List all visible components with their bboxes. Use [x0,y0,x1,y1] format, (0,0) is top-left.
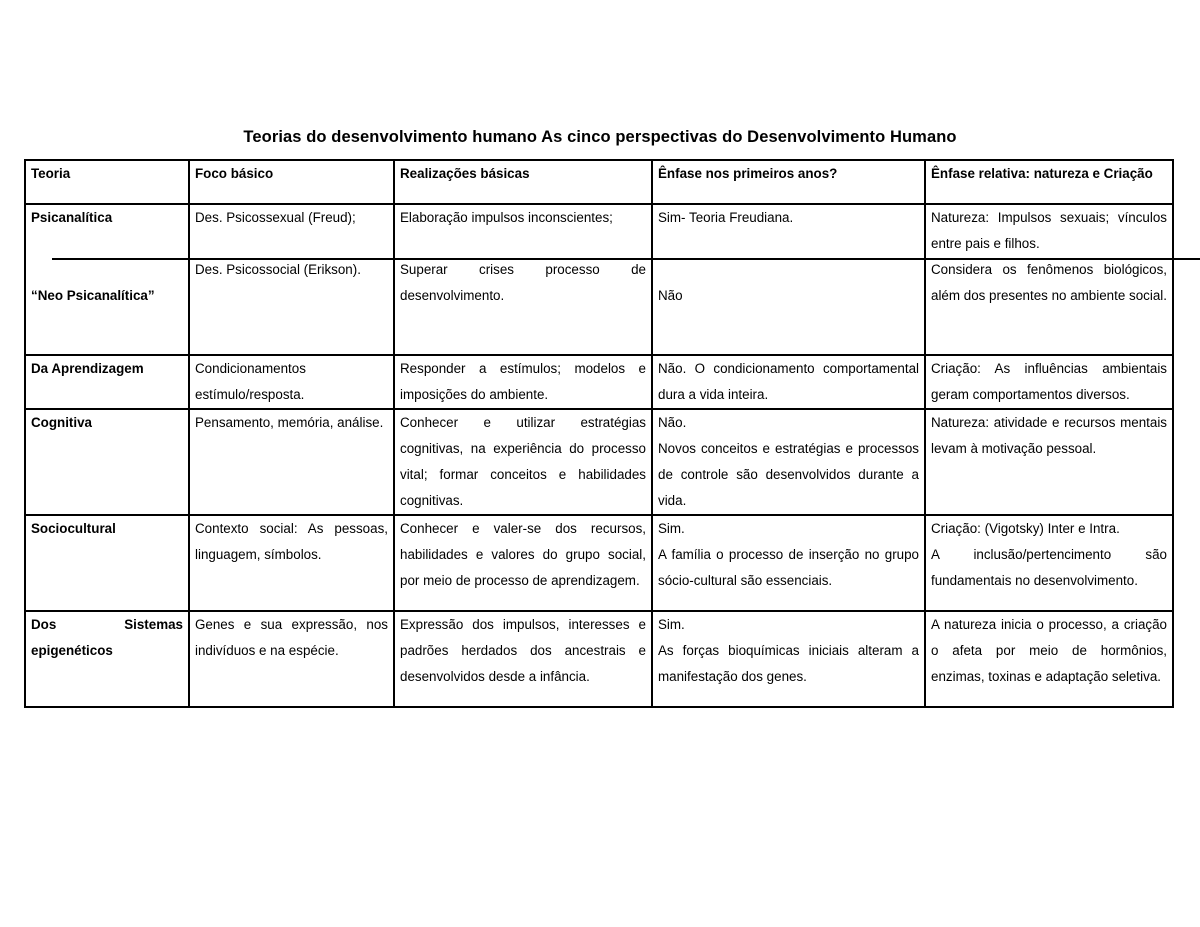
cell-enfase-relativa: Criação: As influências ambientais geram comportamentos diversos. [925,355,1173,409]
table-row [25,204,1173,355]
cell-realizacoes: Conhecer e utilizar estratégias cognitivas, na experiência do processo vital; formar conceitos e habilidades cognitivas. [394,409,652,515]
header-enfase-relativa: Ênfase relativa: natureza e Criação [925,160,1173,204]
neo-enfase-anos: Não [658,288,683,303]
neo-psicanalitica-label: “Neo Psicanalítica” [31,288,155,303]
header-realizacoes: Realizações básicas [394,160,652,204]
cell-enfase-anos: Não. O condicionamento comportamental dura a vida inteira. [652,355,925,409]
sociocultural-enfase-rel-1: Criação: (Vigotsky) Inter e Intra. [931,521,1120,536]
neo-realizacoes: Superar crises processo de desenvolvimento. [400,262,646,303]
cell-foco: Contexto social: As pessoas, linguagem, símbolos. [189,515,394,611]
table-row [25,515,1173,611]
row-divider-line [52,258,1200,260]
header-foco: Foco básico [189,160,394,204]
neo-enfase-rel: Considera os fenômenos biológicos, além dos presentes no ambiente social. [931,262,1167,303]
cell-enfase-anos [652,409,925,515]
cell-foco: Condicionamentos estímulo/resposta. [189,355,394,409]
cell-realizacoes: Conhecer e valer-se dos recursos, habilidades e valores do grupo social, por meio de processo de aprendizagem. [394,515,652,611]
cell-teoria: Cognitiva [25,409,189,515]
psicanalitica-label: Psicanalítica [31,210,113,225]
table-row [25,409,1173,515]
cell-teoria: Da Aprendizagem [25,355,189,409]
psicanalitica-enfase-rel: Natureza: Impulsos sexuais; vínculos entre pais e filhos. [931,210,1167,251]
cognitiva-enfase-anos-1: Não. [658,415,687,430]
sociocultural-enfase-anos-2: A família o processo de inserção no grupo sócio-cultural são essenciais. [658,547,919,588]
sociocultural-enfase-rel-2: A inclusão/pertencimento são fundamentais no desenvolvimento. [931,547,1167,588]
cell-realizacoes: Expressão dos impulsos, interesses e padrões herdados dos ancestrais e desenvolvidos desde a infância. [394,611,652,707]
psicanalitica-realizacoes: Elaboração impulsos inconscientes; [400,210,613,225]
cell-enfase-anos [652,204,925,355]
cell-foco [189,204,394,355]
cognitiva-enfase-anos-2: Novos conceitos e estratégias e processos de controle são desenvolvidos durante a vida. [658,441,919,508]
table-row [25,355,1173,409]
cell-enfase-relativa: A natureza inicia o processo, a criação o afeta por meio de hormônios, enzimas, toxinas e adaptação seletiva. [925,611,1173,707]
sociocultural-enfase-anos-1: Sim. [658,521,685,536]
table-header-row [25,160,1173,204]
psicanalitica-foco: Des. Psicossexual (Freud); [195,210,356,225]
cell-enfase-relativa: Natureza: atividade e recursos mentais levam à motivação pessoal. [925,409,1173,515]
cell-teoria: Dos Sistemas epigenéticos [25,611,189,707]
cell-enfase-anos [652,611,925,707]
cell-foco: Genes e sua expressão, nos indivíduos e na espécie. [189,611,394,707]
neo-foco: Des. Psicossocial (Erikson). [195,262,361,277]
cell-realizacoes: Responder a estímulos; modelos e imposições do ambiente. [394,355,652,409]
cell-enfase-relativa [925,515,1173,611]
cell-foco: Pensamento, memória, análise. [189,409,394,515]
table-row [25,611,1173,707]
cell-teoria: Sociocultural [25,515,189,611]
cell-enfase-anos [652,515,925,611]
theories-table [24,159,1174,708]
header-enfase-anos: Ênfase nos primeiros anos? [652,160,925,204]
psicanalitica-enfase-anos: Sim- Teoria Freudiana. [658,210,794,225]
cell-enfase-relativa [925,204,1173,355]
cell-teoria [25,204,189,355]
cell-realizacoes [394,204,652,355]
document-title: Teorias do desenvolvimento humano As cinco perspectivas do Desenvolvimento Humano [243,128,957,146]
epigeneticos-enfase-anos-1: Sim. [658,617,685,632]
epigeneticos-enfase-anos-2: As forças bioquímicas iniciais alteram a manifestação dos genes. [658,643,919,684]
header-teoria: Teoria [25,160,189,204]
